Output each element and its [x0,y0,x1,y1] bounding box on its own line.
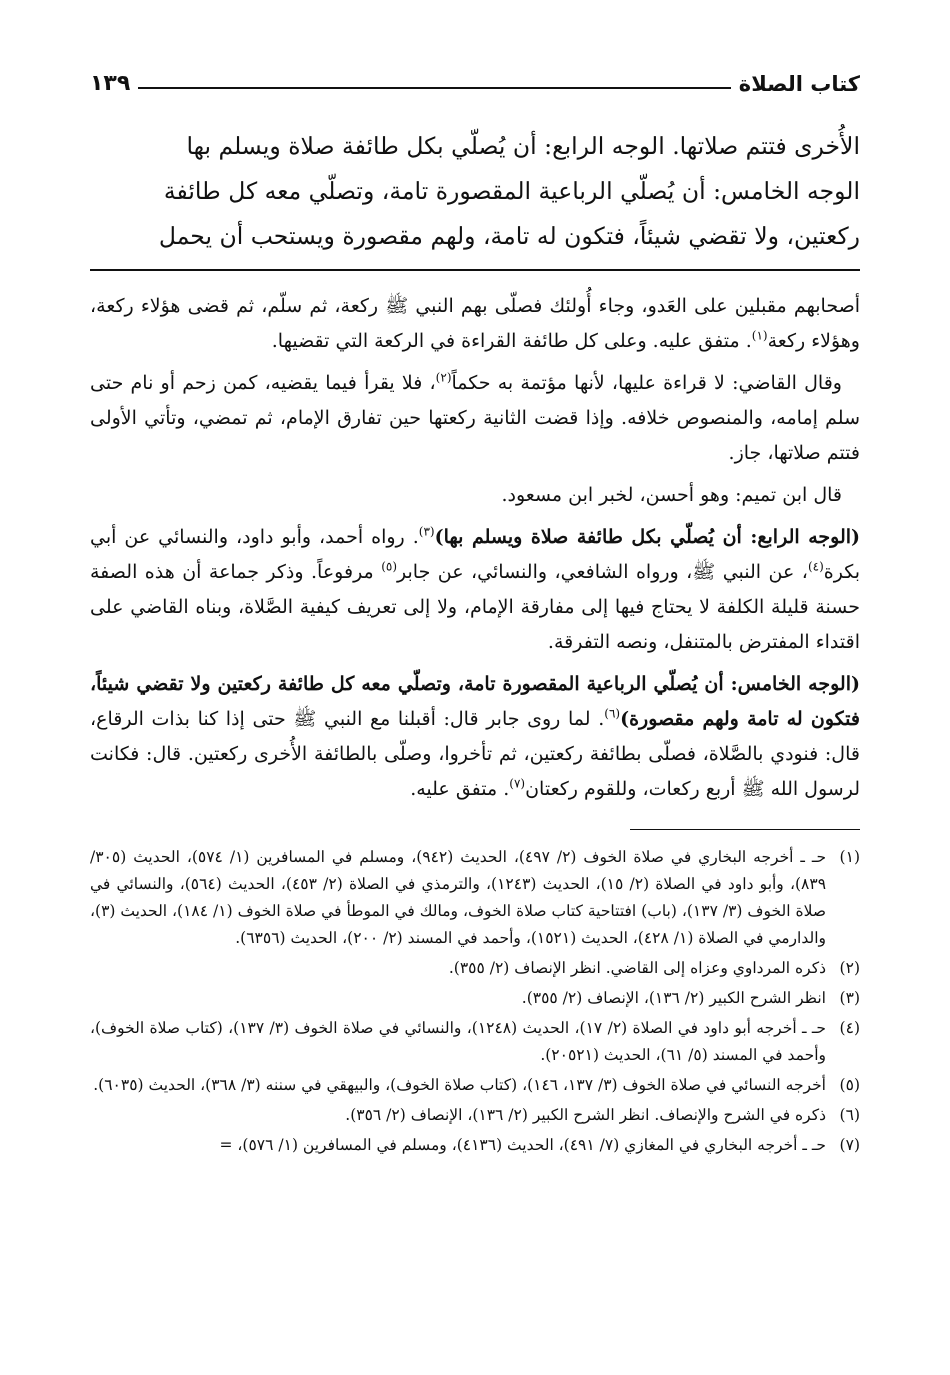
text-run: . متفق عليه. وعلى كل طائفة القراءة في الركعة التي تقضيها. [271,330,752,352]
running-header [90,66,860,96]
matn-separator [90,269,860,271]
chapter-title: كتاب الصلاة [738,72,860,96]
matn-citation: (الوجه الخامس: أن يُصلّي الرباعية المقصورة تامة، وتصلّي معه كل طائفة ركعتين ولا تقضي شيئاً، فتكون له تامة ولهم مقصورة) [90,673,860,730]
footnote [90,1132,860,1159]
matn-quote [90,124,860,259]
text-run: ، عن النبي ﷺ، ورواه الشافعي، والنسائي، عن جابر [397,561,808,583]
footnote-ref[interactable]: (١) [751,328,768,343]
footnote-ref[interactable]: (٥) [381,559,398,574]
footnote-text: حـ ـ أخرجه أبو داود في الصلاة (٢/ ١٧)، الحديث (١٢٤٨)، والنسائي في صلاة الخوف (٣/ ١٣٧)، (كتاب صلاة الخوف)، وأحمد في المسند (٥/ ٦١)، الحديث (٢٠٥٢١). [90,1019,826,1064]
footnote [90,844,860,952]
footnote-ref[interactable]: (٤) [807,559,824,574]
footnote [90,1102,860,1129]
footnote [90,955,860,982]
footnote-ref[interactable]: (٢) [435,370,452,385]
footnote-number: (٧) [839,1136,860,1154]
footnote-text: ذكره المرداوي وعزاه إلى القاضي. انظر الإنصاف (٢/ ٣٥٥). [448,959,826,977]
footnote-number: (٤) [839,1019,860,1037]
matn-citation: (الوجه الرابع: أن يُصلّي بكل طائفة صلاة ويسلم بها) [434,526,860,548]
matn-line: الوجه الخامس: أن يُصلّي الرباعية المقصورة تامة، وتصلّي معه كل طائفة [163,177,860,205]
footnote [90,1015,860,1069]
commentary-paragraph [90,667,860,807]
footnote-separator [630,829,860,830]
footnote-text: حـ ـ أخرجه البخاري في المغازي (٧/ ٤٩١)، الحديث (٤١٣٦)، ومسلم في المسافرين (١/ ٥٧٦)، = [219,1136,826,1154]
text-run: مرفوعاً. وذكر جماعة أن هذه الصفة حسنة قليلة الكلفة لا يحتاج فيها إلى مفارقة الإمام، ولا إلى تعريف كيفية الصَّلاة، وبناه القاضي على اقتداء المفترض بالمتنفل، ونصه التفرقة. [90,561,860,653]
page-number: ١٣٩ [90,71,131,96]
text-run: . متفق عليه. [410,778,510,800]
footnote-ref[interactable]: (٧) [509,776,526,791]
commentary-paragraph [90,366,860,471]
matn-line: الأُخرى فتتم صلاتها. الوجه الرابع: أن يُصلّي بكل طائفة صلاة ويسلم بها [186,132,860,160]
footnotes [90,844,860,1159]
text-run: . لما روى جابر قال: أقبلنا مع النبي ﷺ حتى إذا كنا بذات الرقاع، قال: فنودي بالصَّلاة، فصلّى بطائفة ركعتين، ثم تأخروا، وصلّى بالطائفة الأُخرى ركعتين. قال: فكانت لرسول الله ﷺ أربع ركعات، وللقوم ركعتان [90,708,860,800]
text-run: وقال القاضي: لا قراءة عليها، لأنها مؤتمة به حكماً [451,372,842,394]
footnote [90,985,860,1012]
footnote-number: (٦) [839,1106,860,1124]
commentary-paragraph: قال ابن تميم: وهو أحسن، لخبر ابن مسعود. [501,484,842,506]
footnote-text: انظر الشرح الكبير (٢/ ١٣٦)، الإنصاف (٢/ ٣٥٥). [521,989,826,1007]
footnote-number: (٢) [839,959,860,977]
footnote-ref[interactable]: (٣) [418,524,435,539]
footnote-number: (٥) [839,1076,860,1094]
commentary-paragraph [90,289,860,359]
footnote-number: (٣) [839,989,860,1007]
header-rule [138,87,731,89]
book-page [90,66,860,1335]
text-run: أصحابهم مقبلين على العَدو، وجاء أُولئك فصلّى بهم النبي ﷺ ركعة، ثم سلّم، ثم قضى هؤلاء ركعة، وهؤلاء ركعة [90,295,860,352]
footnote-number: (١) [839,848,860,866]
footnote-text: أخرجه النسائي في صلاة الخوف (٣/ ١٣٧، ١٤٦)، (كتاب صلاة الخوف)، والبيهقي في سننه (٣/ ٣٦٨)، الحديث (٦٠٣٥). [93,1076,826,1094]
matn-line: ركعتين، ولا تقضي شيئاً، فتكون له تامة، ولهم مقصورة ويستحب أن يحمل [158,222,860,250]
footnote-text: ذكره في الشرح والإنصاف. انظر الشرح الكبير (٢/ ١٣٦)، الإنصاف (٢/ ٣٥٦). [345,1106,826,1124]
text-run: . رواه أحمد، وأبو داود، والنسائي عن أبي بكرة [90,526,860,583]
footnote [90,1072,860,1099]
footnote-text: حـ ـ أخرجه البخاري في صلاة الخوف (٢/ ٤٩٧)، الحديث (٩٤٢)، ومسلم في المسافرين (١/ ٥٧٤)، الحديث (٣٠٥/ ٨٣٩)، وأبو داود في الصلاة (٢/ ١٥)، الحديث (١٢٤٣)، والترمذي في الصلاة (٢/ ٤٥٣)، الحديث (٥٦٤)، والنسائي في صلاة الخوف (٣/ ١٣٧)، (باب) افتتاحية كتاب صلاة الخوف، ومالك في الموطأ في صلاة الخوف (١/ ١٨٤)، الحديث (٣)، والدارمي في الصلاة (١/ ٤٢٨)، الحديث (١٥٢١)، وأحمد في المسند (٢/ ٢٠٠)، الحديث (٦٣٥٦). [90,848,827,947]
footnote-ref[interactable]: (٦) [604,706,621,721]
commentary-paragraph [90,520,860,660]
text-run: ، فلا يقرأ فيما يقضيه، كمن زحم أو نام حتى سلم إمامه، والمنصوص خلافه. وإذا قضت الثانية ركعتها حين تفارق الإمام، ثم تمضي، وتأتي الأولى فتتم صلاتها، جاز. [90,372,860,464]
commentary [90,289,860,807]
